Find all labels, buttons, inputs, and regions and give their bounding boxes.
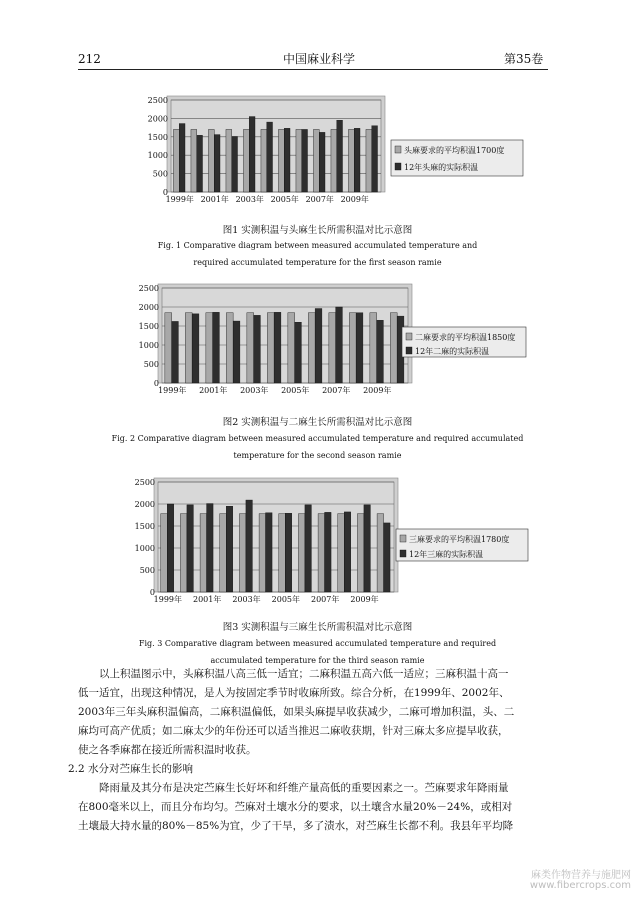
bar (370, 313, 377, 383)
x-tick-label: 2009年 (340, 195, 369, 204)
paragraph-line: 土壤最大持水量的80%－85%为宜，少了干旱，多了渍水，对苎麻生长都不利。我县年平均降 (78, 820, 514, 832)
y-tick-label: 2500 (134, 478, 155, 487)
bar (284, 128, 290, 192)
body-text (68, 665, 558, 836)
bar (364, 505, 370, 592)
bar (377, 514, 383, 592)
bar (226, 313, 233, 383)
legend-label: 二麻要求的平均积温1850度 (415, 333, 516, 342)
bar (336, 307, 343, 383)
x-tick-label: 2001年 (192, 595, 222, 604)
bar (308, 313, 315, 383)
legend-label: 12年头麻的实际积温 (404, 163, 479, 172)
watermark-url: www.fibercrops.com (529, 880, 631, 891)
x-tick-label: 2009年 (350, 595, 379, 604)
x-tick-label: 2005年 (271, 595, 301, 604)
y-tick-label: 1000 (147, 151, 168, 161)
bar (226, 129, 232, 192)
legend-swatch (400, 535, 406, 542)
figure-1-caption-en-2: required accumulated temperature for the first season ramie (193, 258, 442, 267)
y-tick-label: 500 (143, 360, 159, 369)
bar (239, 514, 245, 592)
bar (384, 523, 390, 592)
bar (267, 122, 273, 192)
bar (298, 514, 304, 592)
bar (185, 313, 192, 383)
bar (313, 129, 319, 192)
bar (220, 514, 226, 592)
x-tick-label: 2005年 (281, 386, 310, 395)
paragraph-line: 低一适宜，出现这种情况，是人为按固定季节时收麻所致。综合分析，在1999年、2002年、 (78, 687, 510, 699)
paragraph-line: 2003年三年头麻积温偏高，二麻积温偏低，如果头麻提早收获减少，二麻可增加积温，头、二 (78, 706, 515, 718)
header-rule (78, 69, 548, 70)
bar (214, 135, 220, 192)
x-tick-label: 2007年 (322, 386, 351, 395)
bar (207, 504, 213, 592)
figure-3-chart (120, 474, 540, 614)
figure-2-caption-en-2: temperature for the second season ramie (233, 451, 402, 460)
bar (390, 313, 397, 383)
bar (226, 506, 232, 592)
bar (200, 514, 206, 592)
page-number: 212 (78, 52, 101, 66)
x-tick-label: 2007年 (310, 595, 340, 604)
x-tick-label: 2005年 (270, 195, 299, 204)
figure-3-caption-en-1: Fig. 3 Comparative diagram between measured accumulated temperature and required (138, 639, 497, 648)
y-tick-label: 2500 (147, 96, 168, 105)
figure-3-caption-cn: 图3 实测积温与三麻生长所需积温对比示意图 (222, 622, 413, 633)
legend-label: 头麻要求的平均积温1700度 (404, 146, 505, 155)
journal-title: 中国麻业科学 (283, 52, 356, 66)
bar (295, 322, 302, 383)
bar (172, 321, 179, 383)
bar (288, 313, 295, 383)
y-tick-label: 1500 (134, 522, 155, 531)
bar (213, 312, 220, 383)
y-tick-label: 1000 (134, 544, 155, 553)
paragraph-line: 在800毫米以上，而且分布均匀。苎麻对土壤水分的要求，以土壤含水量20%－24%，或相对 (78, 801, 513, 813)
bar (315, 309, 322, 383)
y-tick-label: 500 (152, 169, 168, 179)
bar (372, 126, 378, 192)
bar (348, 129, 354, 192)
bar (208, 129, 214, 192)
legend-swatch (395, 163, 401, 170)
bar (302, 129, 308, 192)
bar (366, 129, 372, 192)
bar (187, 505, 193, 592)
bar (173, 129, 179, 192)
figure-1-caption-cn: 图1 实测积温与头麻生长所需积温对比示意图 (222, 225, 413, 236)
bar (167, 504, 173, 592)
figure-1-chart (143, 92, 533, 207)
legend-label: 三麻要求的平均积温1780度 (409, 535, 510, 544)
bar (179, 124, 185, 192)
bar (266, 513, 272, 592)
bar (318, 514, 324, 592)
bar (285, 513, 291, 592)
bar (325, 512, 331, 592)
bar (191, 129, 197, 192)
bar (377, 320, 384, 383)
bar (319, 132, 325, 192)
bar (246, 500, 252, 592)
bar (349, 313, 356, 383)
bar (267, 313, 274, 383)
y-tick-label: 500 (139, 566, 155, 575)
x-tick-label: 2001年 (199, 386, 228, 395)
bar (233, 321, 240, 383)
bar (243, 129, 249, 192)
figure-3-caption-en-2: accumulated temperature for the third season ramie (210, 656, 425, 665)
paragraph-line: 麻均可高产优质；如二麻太少的年份还可以适当推迟二麻收获期，针对三麻太多应提早收获， (78, 725, 509, 737)
bar (354, 128, 360, 192)
figure-2-caption-cn: 图2 实测积温与二麻生长所需积温对比示意图 (222, 417, 413, 428)
bar (329, 313, 336, 383)
y-tick-label: 1500 (138, 322, 159, 331)
volume-label: 第35卷 (504, 52, 544, 66)
legend-swatch (406, 333, 412, 340)
legend-label: 12年三麻的实际积温 (409, 550, 484, 559)
bar (344, 512, 350, 592)
y-tick-label: 0 (162, 188, 168, 197)
figure-2-caption-en-1: Fig. 2 Comparative diagram between measured accumulated temperature and required accumulated (111, 434, 524, 443)
x-tick-label: 2003年 (240, 386, 269, 395)
bar (337, 120, 343, 192)
bar (247, 313, 254, 383)
x-tick-label: 1999年 (165, 195, 194, 204)
legend-swatch (400, 550, 406, 557)
y-tick-label: 0 (153, 379, 159, 388)
y-tick-label: 2000 (147, 114, 168, 124)
legend-swatch (395, 146, 401, 153)
figure-2-chart (120, 280, 540, 405)
legend-label: 12年二麻的实际积温 (415, 347, 490, 356)
x-tick-label: 2007年 (305, 195, 334, 204)
bar (274, 312, 281, 383)
bar (331, 129, 337, 192)
bar (249, 117, 255, 192)
bar (206, 313, 213, 383)
bar (180, 514, 186, 592)
page-header (0, 48, 635, 68)
bar (305, 505, 311, 592)
bar (356, 313, 363, 383)
bar (192, 314, 199, 383)
bar (296, 129, 302, 192)
bar (259, 514, 265, 592)
bar (254, 315, 261, 383)
bar (232, 136, 238, 192)
x-tick-label: 2003年 (232, 595, 261, 604)
section-heading: 2.2 水分对苎麻生长的影响 (68, 763, 194, 775)
y-tick-label: 1500 (147, 132, 168, 142)
bar (357, 514, 363, 592)
bar (165, 313, 172, 383)
paragraph-line: 以上积温图示中，头麻积温八高三低一适宜；二麻积温五高六低一适应；三麻积温十高一 (99, 668, 509, 680)
x-tick-label: 1999年 (158, 386, 187, 395)
figure-1-caption-en-1: Fig. 1 Comparative diagram between measured accumulated temperature and (157, 241, 478, 250)
paragraph-line: 使之各季麻都在接近所需积温时收获。 (78, 744, 257, 756)
bar (279, 514, 285, 592)
bar (338, 514, 344, 592)
paragraph-line: 降雨量及其分布是决定苎麻生长好坏和纤维产量高低的重要因素之一。苎麻要求年降雨量 (99, 782, 509, 794)
y-tick-label: 1000 (138, 341, 159, 350)
x-tick-label: 2003年 (235, 195, 264, 204)
y-tick-label: 2500 (138, 284, 159, 293)
bar (278, 129, 284, 192)
x-tick-label: 2001年 (200, 195, 229, 204)
y-tick-label: 0 (149, 588, 155, 597)
y-tick-label: 2000 (138, 303, 159, 312)
watermark-cn: 麻类作物营养与施肥网 (531, 870, 631, 881)
bar (261, 129, 267, 192)
y-tick-label: 2000 (134, 500, 155, 509)
legend-swatch (406, 347, 412, 354)
x-tick-label: 1999年 (153, 595, 183, 604)
x-tick-label: 2009年 (363, 386, 392, 395)
bar (161, 514, 167, 592)
bar (197, 135, 203, 192)
